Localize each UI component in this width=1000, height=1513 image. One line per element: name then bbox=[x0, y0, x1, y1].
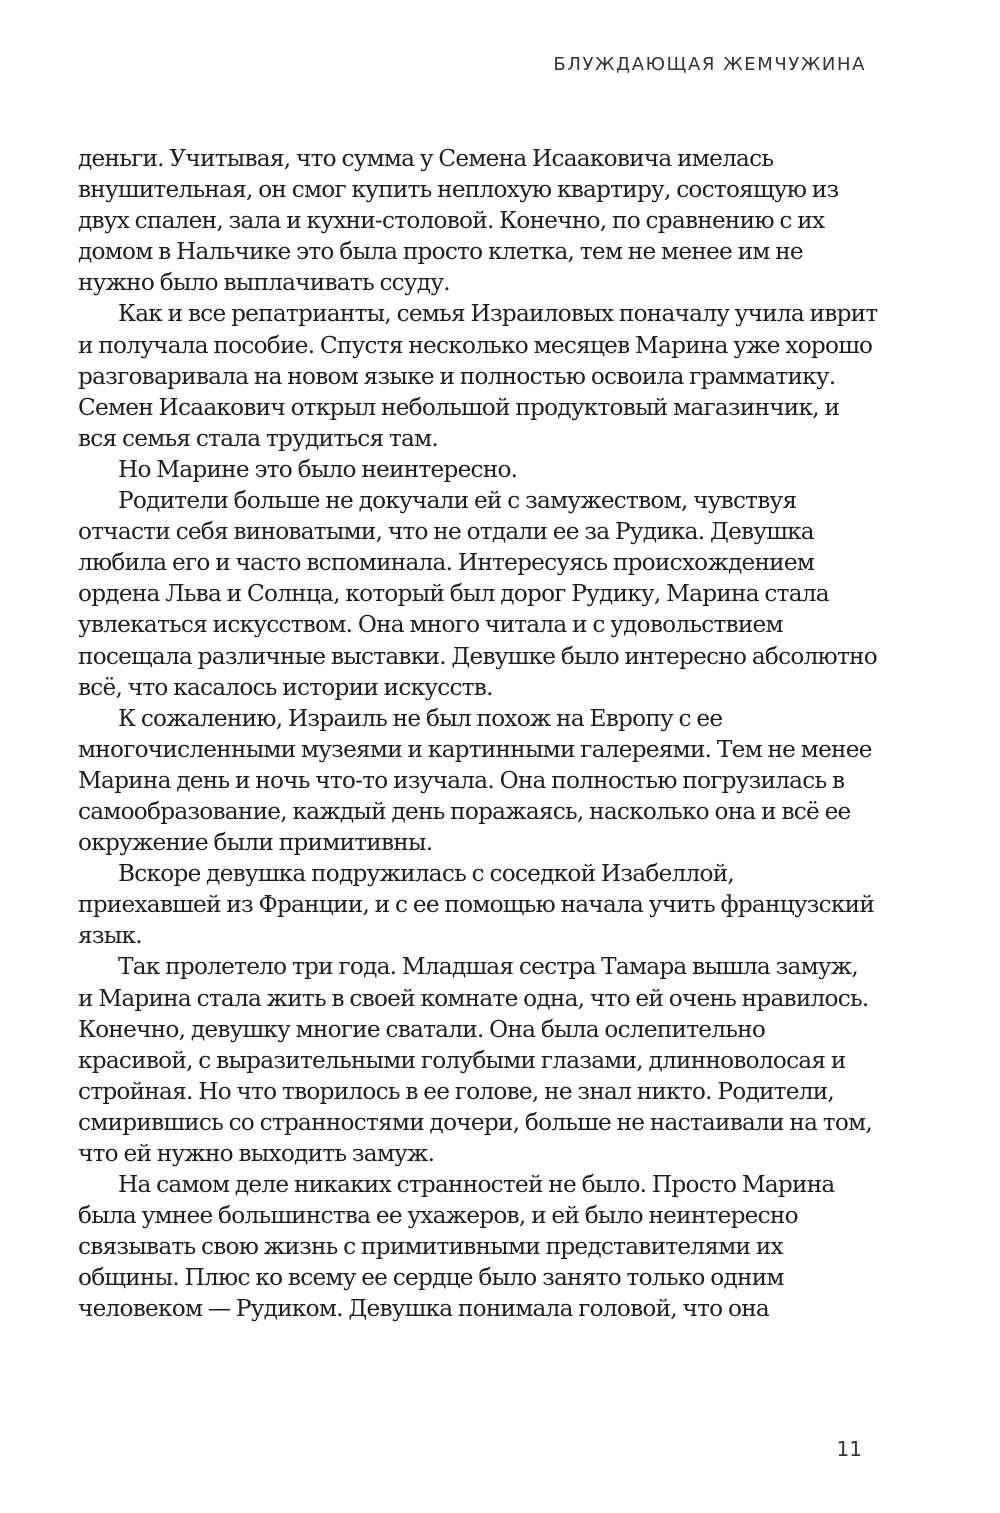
paragraph-4: Родители больше не докучали ей с замужеством, чувствуя отчасти себя виноватыми, что не отдали ее за Рудика. Девушка любила его и часто вспоминала. Интересуясь происхождением ордена Льва и Солнца, который был дорог Рудику, Марина стала увлекаться искусством. Она много читала и с удовольствием посещала различные выставки. Девушке было интересно абсолютно всё, что касалось истории искусств. bbox=[78, 487, 877, 701]
paragraph-1: деньги. Учитывая, что сумма у Семена Исааковича имелась внушительная, он смог купить неплохую квартиру, состоящую из двух спален, зала и кухни-столовой. Конечно, по сравнению с их домом в Нальчике это была просто клетка, тем не менее им не нужно было выплачивать ссуду. bbox=[78, 145, 839, 297]
paragraph-2: Как и все репатрианты, семья Израиловых поначалу учила иврит и получала пособие. Спустя несколько месяцев Марина уже хорошо разговаривала на новом языке и полностью освоила грамматику. Семен Исаакович открыл небольшой продуктовый магазинчик, и вся семья стала трудиться там. bbox=[78, 300, 878, 452]
running-head: БЛУЖДАЮЩАЯ ЖЕМЧУЖИНА bbox=[553, 54, 866, 75]
body-text bbox=[78, 143, 878, 1325]
paragraph-3: Но Марине это было неинтересно. bbox=[118, 455, 518, 483]
page-number: 11 bbox=[836, 1437, 862, 1461]
paragraph-7: Так пролетело три года. Младшая сестра Тамара вышла замуж, и Марина стала жить в своей комнате одна, что ей очень нравилось. Конечно, девушку многие сватали. Она была ослепительно красивой, с выразительными голубыми глазами, длинноволосая и стройная. Но что творилось в ее голове, не знал никто. Родители, смирившись со странностями дочери, больше не настаивали на том, что ей нужно выходить замуж. bbox=[78, 953, 872, 1167]
paragraph-6: Вскоре девушка подружилась с соседкой Изабеллой, приехавшей из Франции, и с ее помощью начала учить французский язык. bbox=[78, 860, 875, 950]
paragraph-5: К сожалению, Израиль не был похож на Европу с ее многочисленными музеями и картинными галереями. Тем не менее Марина день и ночь что-то изучала. Она полностью погрузилась в самообразование, каждый день поражаясь, насколько она и всё ее окружение были примитивны. bbox=[78, 704, 872, 857]
paragraph-8: На самом деле никаких странностей не было. Просто Марина была умнее большинства ее ухажеров, и ей было неинтересно связывать свою жизнь с примитивными представителями их общины. Плюс ко всему ее сердце было занято только одним человеком — Рудиком. Девушка понимала головой, что она bbox=[78, 1171, 835, 1323]
